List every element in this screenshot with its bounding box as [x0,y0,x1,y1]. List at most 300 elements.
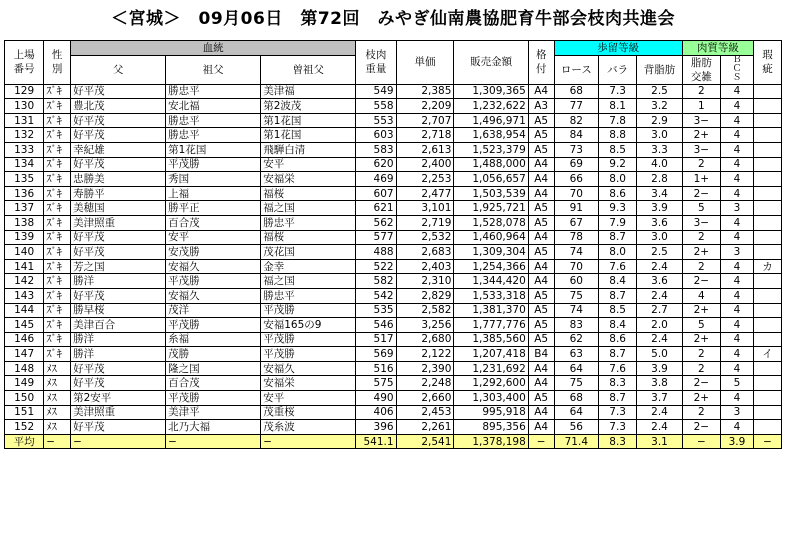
cell-bcs: 3 [720,201,753,216]
cell-unit-price: 2,707 [396,113,454,128]
cell-defect [754,420,782,435]
cell-rib: 8.0 [599,172,637,187]
cell-rib: 8.6 [599,332,637,347]
cell-grandsire: 勝忠平 [166,113,261,128]
cell-great-grandsire: 安福165の9 [261,318,356,333]
cell-great-grandsire: 勝忠平 [261,288,356,303]
cell-sire: 好平茂 [71,420,166,435]
cell-rib: 7.6 [599,259,637,274]
cell-defect [754,215,782,230]
cell-loin: 70 [554,259,598,274]
cell-bms: 2− [682,376,720,391]
cell-grade: A4 [528,186,554,201]
cell-loin: 83 [554,318,598,333]
cell-grade: A5 [528,201,554,216]
cell-unit-price: 2,253 [396,172,454,187]
header-bcs: ＢＣＳ [720,55,753,84]
cell-great-grandsire: 茂重桜 [261,405,356,420]
cell-carcass-weight: 569 [356,347,396,362]
cell-sales-amount: 1,056,657 [454,172,528,187]
cell-defect [754,332,782,347]
cell-rib: 8.7 [599,288,637,303]
cell-sire: − [71,434,166,449]
cell-loin: 75 [554,288,598,303]
cell-sex: ﾒｽ [44,420,71,435]
cell-loin: 82 [554,113,598,128]
cell-defect [754,303,782,318]
cell-sire: 好平茂 [71,245,166,260]
cell-sales-amount: 1,638,954 [454,128,528,143]
cell-loin: 73 [554,142,598,157]
table-row [5,186,782,201]
cell-defect [754,128,782,143]
cell-loin: 91 [554,201,598,216]
cell-bms: 5 [682,201,720,216]
table-row [5,332,782,347]
cell-unit-price: 2,532 [396,230,454,245]
cell-bms: 3− [682,142,720,157]
table-row [5,215,782,230]
cell-back-fat: 2.4 [637,259,682,274]
header-grandsire: 祖父 [166,55,261,84]
cell-bcs: 4 [720,420,753,435]
cell-carcass-weight: 577 [356,230,396,245]
cell-back-fat: 2.4 [637,420,682,435]
cell-bms: − [682,434,720,449]
cell-sex: ｽﾞｷ [44,128,71,143]
cell-defect [754,288,782,303]
cell-bcs: 4 [720,172,753,187]
cell-bms: 2+ [682,245,720,260]
cell-grade: A4 [528,84,554,99]
cell-sex: ｽﾞｷ [44,332,71,347]
cell-bcs: 4 [720,215,753,230]
cell-great-grandsire: 金幸 [261,259,356,274]
header-carcass-weight: 枝肉重量 [356,41,396,85]
cell-unit-price: 2,248 [396,376,454,391]
cell-sire: 美穂国 [71,201,166,216]
table-row [5,84,782,99]
cell-great-grandsire: 福之国 [261,274,356,289]
cell-sex: ｽﾞｷ [44,142,71,157]
cell-unit-price: 2,718 [396,128,454,143]
cell-sire: 幸紀雄 [71,142,166,157]
header-meat-quality: 肉質等級 [682,41,753,56]
cell-lot-no: 131 [5,113,44,128]
table-row [5,142,782,157]
cell-sire: 豊北茂 [71,99,166,114]
cell-great-grandsire: 美津福 [261,84,356,99]
cell-lot-no: 138 [5,215,44,230]
cell-loin: 74 [554,245,598,260]
cell-bcs: 5 [720,376,753,391]
header-rib: バラ [599,55,637,84]
header-sire: 父 [71,55,166,84]
cell-sire: 好平茂 [71,230,166,245]
cell-defect [754,376,782,391]
cell-defect: − [754,434,782,449]
cell-sex: ﾒｽ [44,391,71,406]
cell-grandsire: 平茂勝 [166,274,261,289]
cell-sex: ｽﾞｷ [44,201,71,216]
cell-lot-no: 151 [5,405,44,420]
cell-bcs: 4 [720,303,753,318]
cell-bcs: 4 [720,259,753,274]
cell-loin: 75 [554,376,598,391]
cell-unit-price: 2,683 [396,245,454,260]
cell-sales-amount: 1,207,418 [454,347,528,362]
cell-loin: 64 [554,405,598,420]
cell-sire: 芳之国 [71,259,166,274]
cell-lot-no: 137 [5,201,44,216]
cell-back-fat: 3.1 [637,434,682,449]
cell-defect [754,186,782,201]
cell-loin: 74 [554,303,598,318]
cell-back-fat: 2.4 [637,405,682,420]
cell-lot-no: 133 [5,142,44,157]
cell-sire: 勝洋 [71,332,166,347]
cell-bcs: 4 [720,230,753,245]
cell-grade: A4 [528,259,554,274]
cell-sales-amount: 1,309,365 [454,84,528,99]
table-row [5,128,782,143]
cell-bms: 2+ [682,391,720,406]
cell-grandsire: 美津平 [166,405,261,420]
cell-lot-no: 平均 [5,434,44,449]
cell-loin: 67 [554,215,598,230]
cell-defect: カ [754,259,782,274]
cell-sire: 第2安平 [71,391,166,406]
cell-bcs: 4 [720,332,753,347]
cell-loin: 60 [554,274,598,289]
cell-bcs: 4 [720,142,753,157]
table-row [5,361,782,376]
cell-loin: 63 [554,347,598,362]
cell-great-grandsire: 茂糸波 [261,420,356,435]
cell-great-grandsire: 安福久 [261,361,356,376]
cell-grade: A3 [528,99,554,114]
header-defect: 瑕疵 [754,41,782,85]
cell-grade: A4 [528,274,554,289]
cell-sales-amount: 1,378,198 [454,434,528,449]
cell-bcs: 4 [720,113,753,128]
cell-carcass-weight: 535 [356,303,396,318]
cell-bms: 2 [682,259,720,274]
cell-unit-price: 2,209 [396,99,454,114]
header-sales-amount: 販売金額 [454,41,528,85]
cell-grade: A5 [528,128,554,143]
cell-unit-price: 2,122 [396,347,454,362]
cell-bms: 2 [682,84,720,99]
cell-grade: A5 [528,142,554,157]
cell-defect [754,245,782,260]
cell-defect [754,84,782,99]
cell-lot-no: 147 [5,347,44,362]
cell-grandsire: 百合茂 [166,376,261,391]
cell-grade: A5 [528,332,554,347]
cell-great-grandsire: 安福栄 [261,376,356,391]
cell-unit-price: 3,256 [396,318,454,333]
cell-back-fat: 5.0 [637,347,682,362]
cell-rib: 8.7 [599,347,637,362]
cell-sex: ｽﾞｷ [44,259,71,274]
table-body [5,84,782,449]
cell-sales-amount: 1,503,539 [454,186,528,201]
cell-rib: 8.7 [599,230,637,245]
cell-rib: 8.0 [599,245,637,260]
cell-bms: 2 [682,361,720,376]
cell-lot-no: 144 [5,303,44,318]
cell-grandsire: − [166,434,261,449]
cell-rib: 8.1 [599,99,637,114]
cell-carcass-weight: 582 [356,274,396,289]
table-row [5,274,782,289]
cell-sex: ｽﾞｷ [44,172,71,187]
cell-unit-price: 2,680 [396,332,454,347]
cell-back-fat: 3.8 [637,376,682,391]
table-row [5,245,782,260]
cell-sex: ﾒｽ [44,361,71,376]
cell-grandsire: 上福 [166,186,261,201]
cell-sire: 好平茂 [71,113,166,128]
cell-lot-no: 132 [5,128,44,143]
cell-unit-price: 2,660 [396,391,454,406]
cell-bms: 4 [682,288,720,303]
cell-bcs: 3 [720,245,753,260]
cell-bcs: 4 [720,84,753,99]
cell-grade: A4 [528,420,554,435]
cell-grade: A4 [528,157,554,172]
cell-carcass-weight: 541.1 [356,434,396,449]
cell-unit-price: 2,613 [396,142,454,157]
table-row [5,201,782,216]
cell-rib: 7.8 [599,113,637,128]
cell-carcass-weight: 396 [356,420,396,435]
cell-carcass-weight: 516 [356,361,396,376]
cell-grandsire: 安北福 [166,99,261,114]
cell-carcass-weight: 603 [356,128,396,143]
cell-back-fat: 3.9 [637,201,682,216]
cell-bms: 5 [682,318,720,333]
cell-great-grandsire: 茂花国 [261,245,356,260]
cell-carcass-weight: 469 [356,172,396,187]
cell-sales-amount: 1,777,776 [454,318,528,333]
cell-sex: ﾒｽ [44,376,71,391]
cell-sales-amount: 1,292,600 [454,376,528,391]
cell-rib: 8.7 [599,391,637,406]
cell-sire: 好平茂 [71,288,166,303]
cell-sex: ｽﾞｷ [44,303,71,318]
cell-grandsire: 安平 [166,230,261,245]
cell-great-grandsire: 平茂勝 [261,347,356,362]
cell-sire: 勝早桜 [71,303,166,318]
cell-sales-amount: 1,344,420 [454,274,528,289]
cell-grandsire: 平茂勝 [166,318,261,333]
cell-lot-no: 140 [5,245,44,260]
results-table [4,40,782,449]
table-row [5,172,782,187]
cell-grandsire: 安茂勝 [166,245,261,260]
average-row [5,434,782,449]
cell-grade: A5 [528,318,554,333]
cell-grade: A4 [528,376,554,391]
cell-carcass-weight: 583 [356,142,396,157]
cell-loin: 71.4 [554,434,598,449]
cell-lot-no: 152 [5,420,44,435]
cell-sales-amount: 1,381,370 [454,303,528,318]
table-row [5,113,782,128]
cell-carcass-weight: 620 [356,157,396,172]
cell-back-fat: 3.9 [637,361,682,376]
cell-back-fat: 2.5 [637,245,682,260]
cell-bcs: 4 [720,99,753,114]
cell-sex: ｽﾞｷ [44,288,71,303]
cell-loin: 68 [554,84,598,99]
cell-rib: 8.6 [599,186,637,201]
cell-bms: 1+ [682,172,720,187]
table-row [5,318,782,333]
cell-bcs: 4 [720,186,753,201]
cell-great-grandsire: 平茂勝 [261,332,356,347]
cell-bms: 2 [682,230,720,245]
cell-back-fat: 3.7 [637,391,682,406]
cell-bms: 3− [682,215,720,230]
cell-defect: イ [754,347,782,362]
cell-back-fat: 2.4 [637,332,682,347]
cell-back-fat: 3.0 [637,128,682,143]
cell-bms: 2+ [682,128,720,143]
cell-defect [754,318,782,333]
cell-back-fat: 2.7 [637,303,682,318]
cell-grandsire: 平茂勝 [166,157,261,172]
cell-defect [754,361,782,376]
cell-back-fat: 3.2 [637,99,682,114]
cell-defect [754,405,782,420]
cell-great-grandsire: 第1花国 [261,113,356,128]
cell-lot-no: 143 [5,288,44,303]
cell-lot-no: 148 [5,361,44,376]
table-row [5,230,782,245]
cell-rib: 7.3 [599,84,637,99]
cell-grade: A5 [528,113,554,128]
cell-bms: 2 [682,347,720,362]
cell-sales-amount: 1,533,318 [454,288,528,303]
cell-bcs: 4 [720,274,753,289]
cell-great-grandsire: 安平 [261,391,356,406]
cell-grandsire: 茂洋 [166,303,261,318]
cell-sire: 美津百合 [71,318,166,333]
header-pedigree: 血統 [71,41,356,56]
cell-loin: 64 [554,361,598,376]
cell-bcs: 4 [720,347,753,362]
header-grade: 格付 [528,41,554,85]
table-row [5,259,782,274]
header-sex: 性別 [44,41,71,85]
cell-grandsire: 隆之国 [166,361,261,376]
cell-great-grandsire: − [261,434,356,449]
cell-carcass-weight: 406 [356,405,396,420]
cell-grade: A4 [528,172,554,187]
header-back-fat: 背脂肪 [637,55,682,84]
cell-grandsire: 勝忠平 [166,84,261,99]
header-lot-no: 上場番号 [5,41,44,85]
cell-lot-no: 150 [5,391,44,406]
cell-great-grandsire: 飛騨白清 [261,142,356,157]
cell-great-grandsire: 第1花国 [261,128,356,143]
cell-rib: 7.6 [599,361,637,376]
cell-sire: 美津照重 [71,215,166,230]
header-bms: 脂肪交雑 [682,55,720,84]
table-row [5,303,782,318]
cell-grade: A4 [528,361,554,376]
cell-unit-price: 2,582 [396,303,454,318]
page-title: ＜宮城＞ 09月06日 第72回 みやぎ仙南農協肥育牛部会枝肉共進会 [111,9,675,29]
cell-defect [754,230,782,245]
header-unit-price: 単価 [396,41,454,85]
cell-bms: 3− [682,113,720,128]
cell-back-fat: 3.6 [637,274,682,289]
cell-loin: 68 [554,391,598,406]
cell-sire: 忠勝美 [71,172,166,187]
cell-defect [754,142,782,157]
cell-lot-no: 141 [5,259,44,274]
cell-back-fat: 3.6 [637,215,682,230]
cell-back-fat: 2.4 [637,288,682,303]
cell-sex: ｽﾞｷ [44,157,71,172]
cell-great-grandsire: 安平 [261,157,356,172]
cell-bcs: 4 [720,128,753,143]
cell-sex: ｽﾞｷ [44,274,71,289]
cell-carcass-weight: 607 [356,186,396,201]
cell-rib: 8.4 [599,274,637,289]
header-yield-grade: 歩留等級 [554,41,682,56]
cell-rib: 8.4 [599,318,637,333]
cell-bcs: 4 [720,288,753,303]
cell-defect [754,201,782,216]
cell-sales-amount: 1,385,560 [454,332,528,347]
cell-sex: ｽﾞｷ [44,99,71,114]
cell-grade: A5 [528,288,554,303]
cell-unit-price: 2,261 [396,420,454,435]
cell-loin: 70 [554,186,598,201]
cell-back-fat: 2.9 [637,113,682,128]
cell-unit-price: 2,719 [396,215,454,230]
table-row [5,347,782,362]
cell-sales-amount: 895,356 [454,420,528,435]
cell-bms: 2+ [682,303,720,318]
cell-grade: A5 [528,245,554,260]
cell-great-grandsire: 福桜 [261,186,356,201]
cell-grandsire: 安福久 [166,259,261,274]
cell-carcass-weight: 522 [356,259,396,274]
table-row [5,405,782,420]
cell-sales-amount: 1,528,078 [454,215,528,230]
cell-bms: 2 [682,405,720,420]
cell-sex: ｽﾞｷ [44,186,71,201]
cell-grandsire: 北乃大福 [166,420,261,435]
cell-sales-amount: 1,254,366 [454,259,528,274]
cell-sex: − [44,434,71,449]
cell-bms: 2− [682,420,720,435]
cell-back-fat: 2.5 [637,84,682,99]
cell-back-fat: 2.8 [637,172,682,187]
cell-rib: 8.8 [599,128,637,143]
cell-carcass-weight: 546 [356,318,396,333]
cell-loin: 56 [554,420,598,435]
cell-loin: 77 [554,99,598,114]
cell-carcass-weight: 621 [356,201,396,216]
cell-grade: A5 [528,391,554,406]
